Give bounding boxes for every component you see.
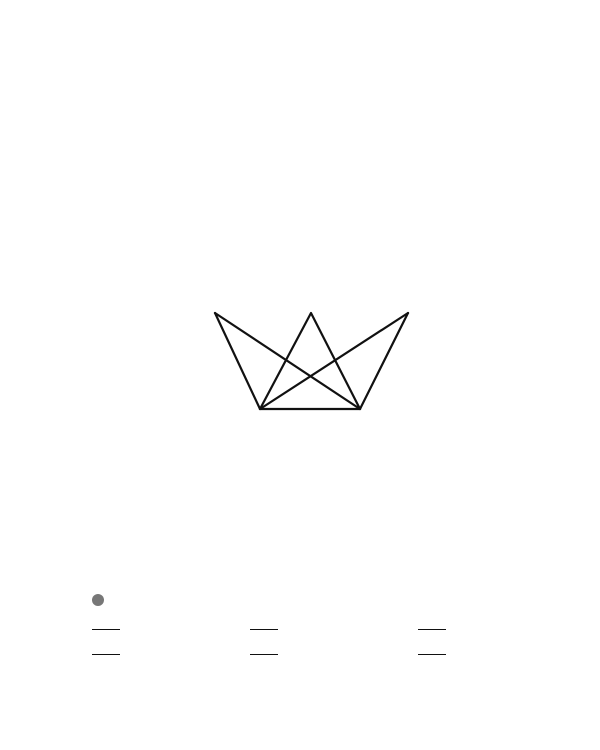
bullet-dot-icon (92, 594, 104, 606)
answer-blank[interactable] (418, 617, 446, 630)
example-row2-col2 (250, 642, 278, 659)
example-row2-col1 (92, 642, 120, 659)
top-leaf-border (0, 36, 600, 56)
task-3-number (86, 418, 130, 462)
task-4-number (86, 538, 130, 582)
answer-blank[interactable] (418, 642, 446, 655)
task-1-number-badge (86, 130, 130, 174)
example-row1-col3 (418, 617, 446, 634)
answer-blank[interactable] (250, 617, 278, 630)
answer-blank[interactable] (92, 617, 120, 630)
task-3-number-badge (86, 418, 130, 462)
answer-blank[interactable] (92, 642, 120, 655)
task-2-number (86, 249, 130, 293)
triangles-figure (208, 308, 418, 412)
example-row2-col3 (418, 642, 446, 659)
task-4-number-badge (86, 538, 130, 582)
task-2-number-badge (86, 249, 130, 293)
bottom-leaf-border (0, 676, 600, 698)
example-row1-col2 (250, 617, 278, 634)
task-1-number (86, 130, 130, 174)
answer-blank[interactable] (250, 642, 278, 655)
example-row1-col1 (92, 617, 120, 634)
